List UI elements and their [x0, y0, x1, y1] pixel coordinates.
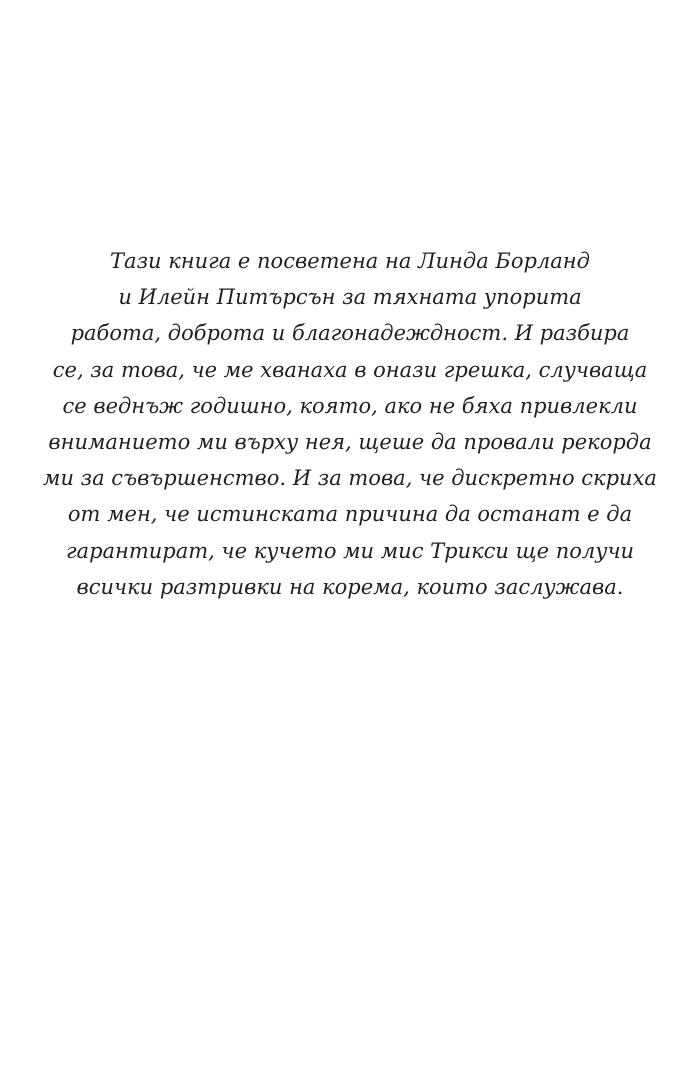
dedication-line-1: Тази книга е посветена на Линда Борланд: [110, 249, 590, 273]
dedication-line-7: ми за съвършенство. И за това, че дискретно скриха: [43, 466, 657, 491]
dedication-line-9: гарантират, че кучето ми мис Трикси ще получи: [65, 538, 635, 563]
dedication-line-5: се веднъж годишно, която, ако не бяха привлекли: [62, 393, 638, 418]
dedication-line-2: и Илейн Питърсън за тяхната упорита: [118, 285, 582, 310]
dedication-line-10: всички разтривки на корема, които заслужава.: [76, 574, 624, 599]
dedication-line-4: се, за това, че ме хванаха в онази грешка, случваща: [52, 357, 648, 382]
dedication-line-3: работа, доброта и благонадеждност. И разбира: [70, 321, 630, 346]
dedication-line-8: от мен, че истинската причина да останат е да: [67, 502, 633, 527]
dedication-line-6: вниманието ми върху нея, щеше да провали рекорда: [48, 430, 652, 455]
dedication-text: [0, 243, 700, 605]
